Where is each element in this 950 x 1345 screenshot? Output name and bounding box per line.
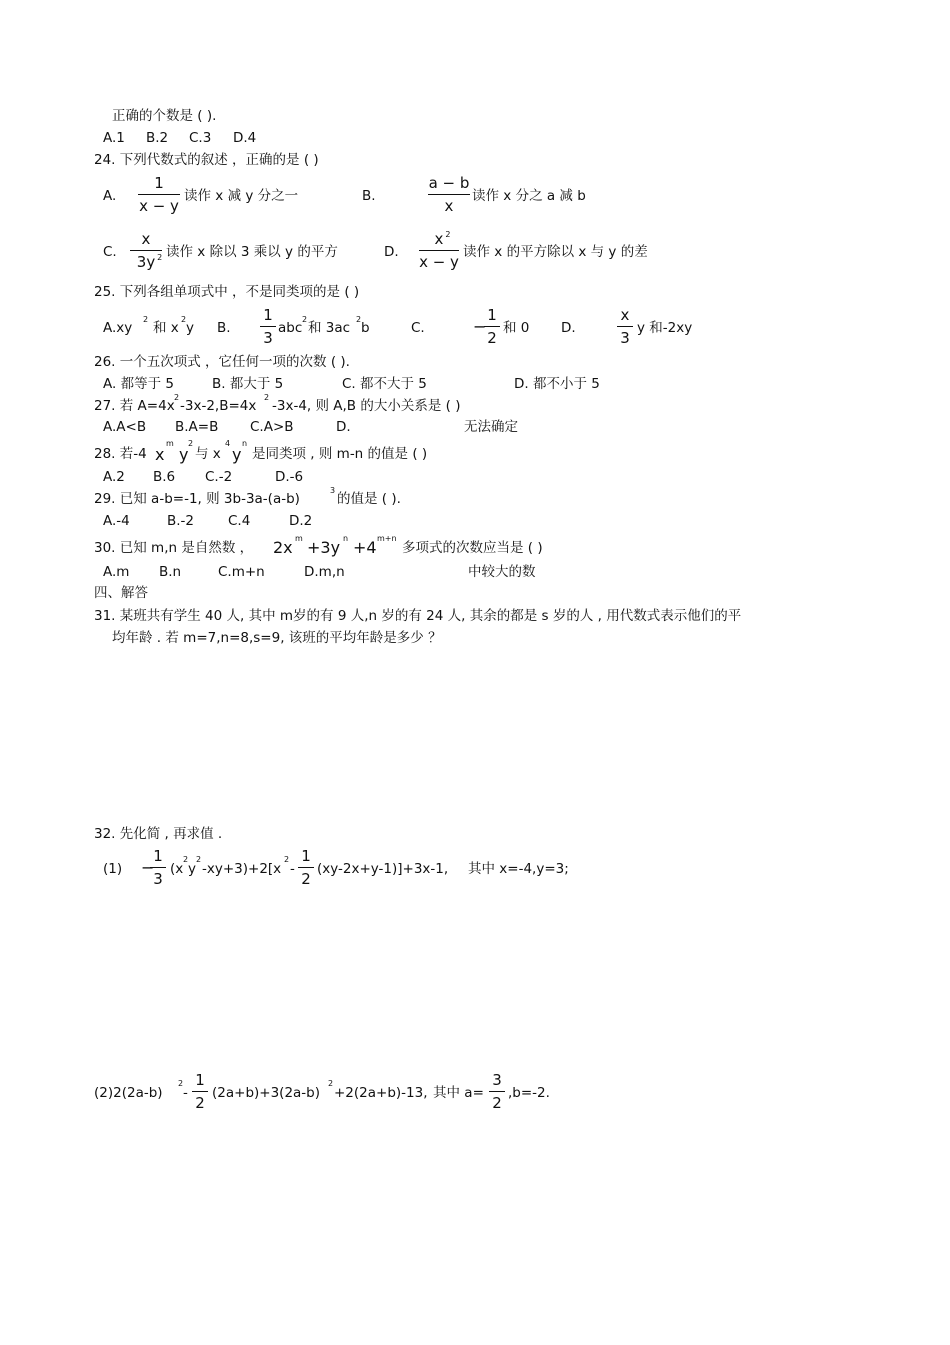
q25-c-fraction: 1 2 [484, 306, 500, 347]
q30-option-b: B.n [159, 564, 182, 580]
q24-c-label: C. [103, 244, 117, 260]
q27-stem-b: -3x-2,B=4x [180, 398, 257, 414]
q29-option-b: B.-2 [167, 513, 195, 529]
q25-stem: 25. 下列各组单项式中 ，不是同类项的是 ( ) [94, 284, 360, 300]
q24-b-text: 读作 x 分之 a 减 b [472, 188, 586, 204]
q29-stem-a: 29. 已知 a-b=-1, 则 3b-3a-(a-b) [94, 491, 300, 507]
q24-c-fraction: x 3y 2 [130, 230, 162, 271]
q29-stem-b: 的值是 ( ). [337, 491, 401, 507]
q29-option-c: C.4 [228, 513, 251, 529]
q24-d-text: 读作 x 的平方除以 x 与 y 的差 [463, 244, 648, 260]
q25-a-mid: 和 x [153, 320, 179, 336]
q24-a-fraction: 1 x − y [139, 174, 179, 215]
q24-b-label: B. [362, 188, 376, 204]
q32-p1-e: (xy-2x+y-1)]+3x-1, [317, 861, 449, 877]
q25-b-label: B. [217, 320, 231, 336]
q27-stem-c: -3x-4, 则 A,B 的大小关系是 ( ) [272, 398, 461, 414]
q32-p1-f: 其中 x=-4,y=3; [468, 861, 569, 877]
q30-n: n [343, 534, 349, 543]
q27-option-d-text: 无法确定 [464, 419, 518, 435]
q26-option-c: C. 都不大于 5 [342, 376, 427, 392]
q32-stem: 32. 先化简 , 再求值 . [94, 826, 223, 842]
q26-option-d: D. 都不小于 5 [514, 376, 600, 392]
q30-stem-b: 多项式的次数应当是 ( ) [402, 540, 543, 556]
q28-y: y [179, 445, 189, 464]
q29-option-d: D.2 [289, 513, 313, 529]
q28-option-c: C.-2 [205, 469, 233, 485]
q32-p1-s1: 2 [183, 855, 189, 864]
q27-option-c: C.A>B [250, 419, 294, 435]
q32-p2-d: +2(2a+b)-13, [334, 1085, 428, 1101]
q23-option-a: A.1 [103, 130, 125, 146]
q31-line2: 均年龄 . 若 m=7,n=8,s=9, 该班的平均年龄是多少 ？ [112, 630, 442, 646]
q32-p2-s2: 2 [328, 1079, 334, 1088]
q32-p1-a: (x [170, 861, 184, 877]
q32-p2-e: 其中 a= [433, 1085, 484, 1101]
q32-p2-a: (2)2(2a-b) [94, 1085, 163, 1101]
q27-option-a: A.A<B [103, 419, 147, 435]
q29-sup: 3 [330, 486, 336, 495]
q28-two: 2 [188, 439, 194, 448]
q25-b-sup2: 2 [356, 315, 362, 324]
q24-a-text: 读作 x 减 y 分之一 [184, 188, 299, 204]
q28-stem-a: 28. 若-4 [94, 446, 147, 462]
q30-expr-a: 2x [273, 538, 293, 557]
q31-line1: 31. 某班共有学生 40 人, 其中 m岁的有 9 人,n 岁的有 24 人, 其余的都是 s 岁的人 , 用代数式表示他们的平 [94, 608, 742, 624]
q25-b-sup: 2 [302, 315, 308, 324]
q23-option-b: B.2 [146, 130, 169, 146]
q25-b-mid: 和 3ac [308, 320, 351, 336]
q26-option-b: B. 都大于 5 [212, 376, 284, 392]
q25-d-text: y 和-2xy [637, 320, 693, 336]
q27-stem-a: 27. 若 A=4x [94, 398, 175, 414]
q28-mid: 与 x [195, 446, 221, 462]
q25-b-fraction: 1 3 [260, 306, 276, 347]
q32-p1-sign: − [141, 858, 155, 877]
q25-d-fraction: x 3 [617, 306, 633, 347]
q25-a-sup1: 2 [143, 315, 149, 324]
q28-option-d: D.-6 [275, 469, 304, 485]
q32-p1-d: - [290, 861, 295, 877]
q26-option-a: A. 都等于 5 [103, 376, 174, 392]
q24-d-label: D. [384, 244, 399, 260]
q28-option-b: B.6 [153, 469, 176, 485]
q24-d-fraction: x 2 x − y [419, 230, 459, 271]
q27-option-d: D. [336, 419, 351, 435]
q23-option-d: D.4 [233, 130, 257, 146]
q32-p2-b: - [183, 1085, 188, 1101]
q28-stem-b: 是同类项 , 则 m-n 的值是 ( ) [252, 446, 428, 462]
q23-tail: 正确的个数是 ( ). [112, 108, 217, 124]
q30-option-a: A.m [103, 564, 130, 580]
q25-c-text: 和 0 [503, 320, 530, 336]
section-heading: 四、解答 [94, 585, 148, 601]
q28-x: x [155, 445, 165, 464]
q25-d-label: D. [561, 320, 576, 336]
q24-c-text: 读作 x 除以 3 乘以 y 的平方 [166, 244, 338, 260]
q32-p1-b: y [188, 861, 196, 877]
q32-p2-c: (2a+b)+3(2a-b) [212, 1085, 321, 1101]
q25-c-label: C. [411, 320, 425, 336]
q30-expr-c: +4 [353, 538, 377, 557]
q25-a-end: y [186, 320, 194, 336]
q32-p1-label: (1) [103, 861, 123, 877]
q32-p1-s3: 2 [284, 855, 290, 864]
q23-option-c: C.3 [189, 130, 212, 146]
q27-option-b: B.A=B [175, 419, 219, 435]
q32-p2-f: ,b=-2. [508, 1085, 550, 1101]
q32-p2-fraction1: 1 2 [192, 1071, 208, 1112]
q24-stem: 24. 下列代数式的叙述 ，正确的是 ( ) [94, 152, 319, 168]
q29-option-a: A.-4 [103, 513, 130, 529]
q25-c-sign: − [473, 317, 487, 336]
q28-n: n [242, 439, 248, 448]
q28-m: m [166, 439, 174, 448]
q30-expr-b: +3y [307, 538, 341, 557]
q32-p1-fraction2: 1 2 [298, 847, 314, 888]
q32-p1-c: -xy+3)+2[x [202, 861, 282, 877]
q30-stem-a: 30. 已知 m,n 是自然数 ， [94, 540, 254, 556]
q26-stem: 26. 一个五次项式 ，它任何一项的次数 ( ). [94, 354, 350, 370]
q32-p1-s2: 2 [196, 855, 202, 864]
q24-a-label: A. [103, 188, 117, 204]
q30-option-c: C.m+n [218, 564, 265, 580]
q27-sup2: 2 [264, 393, 270, 402]
q32-p2-s1: 2 [178, 1079, 184, 1088]
q28-option-a: A.2 [103, 469, 125, 485]
q27-sup1: 2 [174, 393, 180, 402]
q30-option-d: D.m,n [304, 564, 345, 580]
q28-y2: y [232, 445, 242, 464]
q25-b-text: abc [278, 320, 303, 336]
q25-b-end: b [361, 320, 370, 336]
q24-b-fraction: a − b x [428, 174, 470, 215]
q28-four: 4 [225, 439, 231, 448]
q30-option-d-text: 中较大的数 [468, 564, 536, 580]
q32-p2-fraction2: 3 2 [489, 1071, 505, 1112]
q25-a-label: A.xy [103, 320, 133, 336]
q25-a-sup2: 2 [181, 315, 187, 324]
q30-m: m [295, 534, 303, 543]
q32-p1-fraction1: 1 3 [150, 847, 166, 888]
q30-mn: m+n [377, 534, 397, 543]
